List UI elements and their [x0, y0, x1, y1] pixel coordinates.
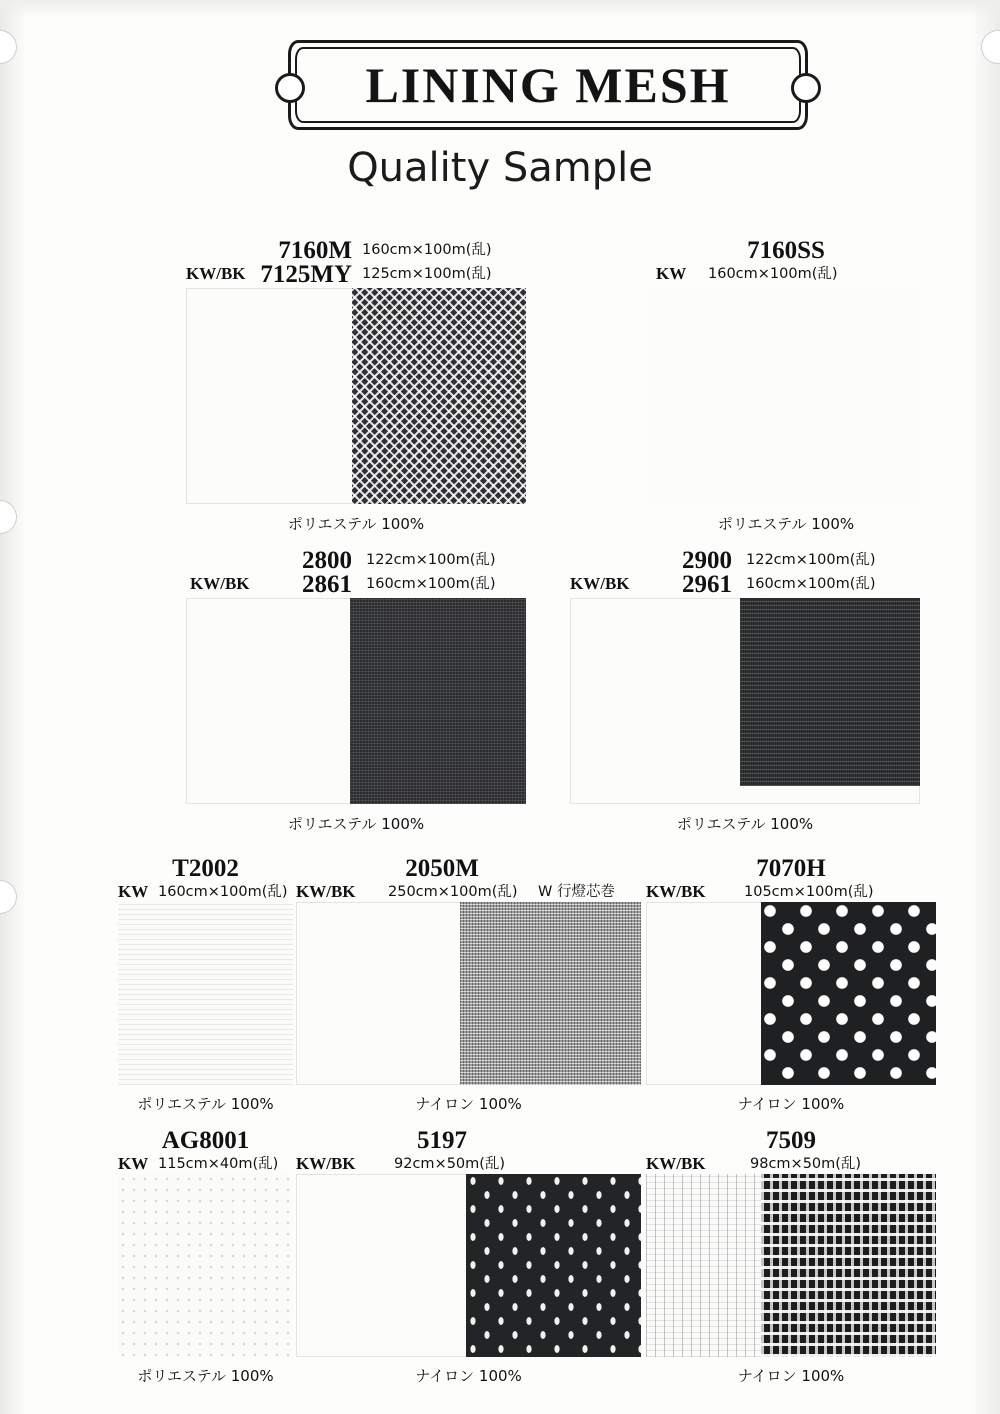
- swatch-code-1: 5197: [417, 1127, 467, 1154]
- fabric-texture-white-plain: [650, 288, 922, 504]
- swatch-code-1: AG8001: [161, 1127, 250, 1154]
- swatch-AG8001: [118, 1128, 293, 1386]
- fabric-sample: [118, 1174, 293, 1357]
- swatch-spec-1: 122cm×100m(乱): [366, 552, 496, 568]
- swatch-T2002: [118, 856, 293, 1114]
- swatch-spec-2: 160cm×100m(乱): [366, 576, 496, 592]
- swatch-material: ポリエステル 100%: [137, 1367, 274, 1385]
- swatch-header: [296, 1128, 641, 1174]
- swatch-note: W 行燈芯巻: [538, 884, 615, 900]
- fabric-texture-plain-dark: [350, 598, 526, 804]
- swatch-code-2: 7125MY: [260, 261, 352, 288]
- swatch-2050M: [296, 856, 641, 1114]
- swatch-material: ポリエステル 100%: [717, 515, 855, 533]
- swatch-kw-label: KW/BK: [570, 574, 630, 593]
- swatch-7070H: [646, 856, 936, 1114]
- swatch-kw-label: KW/BK: [296, 882, 356, 901]
- swatch-kw-label: KW/BK: [190, 574, 250, 593]
- banner-notch-left: [288, 40, 314, 130]
- swatch-7160SS: [650, 236, 922, 534]
- swatch-spec-1: 122cm×100m(乱): [746, 552, 876, 568]
- fabric-texture-tricot-dark: [740, 598, 920, 786]
- swatch-kw-label: KW/BK: [296, 1154, 356, 1173]
- swatch-code-1: 7160SS: [747, 237, 825, 264]
- swatch-code-1: 2050M: [405, 855, 479, 882]
- fabric-texture-grey-weave: [460, 902, 641, 1085]
- swatch-kw-label: KW/BK: [646, 1154, 706, 1173]
- swatch-7509: [646, 1128, 936, 1386]
- swatch-kw-label: KW: [656, 264, 687, 283]
- fabric-sample: [296, 902, 641, 1085]
- swatch-spec-2: 160cm×100m(乱): [746, 576, 876, 592]
- fabric-sample: [186, 598, 526, 804]
- swatch-code-1: 7509: [766, 1127, 816, 1154]
- swatch-material: ナイロン 100%: [415, 1095, 522, 1113]
- banner-notch-right: [782, 40, 808, 130]
- fabric-sample: [118, 902, 293, 1085]
- punch-hole: [0, 880, 17, 914]
- punch-hole: [981, 30, 1000, 64]
- swatch-header: [646, 856, 936, 902]
- swatch-kw-label: KW: [118, 1154, 149, 1173]
- swatch-kw-label: KW: [118, 882, 149, 901]
- fabric-texture-diamond-mesh-black: [352, 288, 526, 504]
- swatch-material: ナイロン 100%: [737, 1367, 845, 1385]
- swatch-header: [118, 856, 293, 902]
- fabric-texture-big-mesh-black: [761, 902, 936, 1085]
- swatch-header: [646, 1128, 936, 1174]
- punch-hole: [0, 500, 17, 534]
- fabric-sample: [186, 288, 526, 504]
- swatch-7160M-7125MY: [186, 236, 526, 534]
- swatch-spec-1: 115cm×40m(乱): [158, 1156, 279, 1172]
- swatch-spec-1: 160cm×100m(乱): [708, 266, 838, 282]
- swatch-kw-label: KW/BK: [646, 882, 706, 901]
- banner-inner-border: [295, 47, 801, 123]
- swatch-header: [650, 236, 922, 288]
- page-edge-shadow-right: [970, 0, 1000, 1414]
- swatch-code-2: 2861: [302, 571, 352, 598]
- swatch-spec-1: 92cm×50m(乱): [394, 1156, 506, 1172]
- swatch-material: ナイロン 100%: [737, 1095, 845, 1113]
- page-title: LINING MESH: [365, 57, 731, 113]
- page-edge-shadow-top: [0, 0, 1000, 18]
- swatch-5197: [296, 1128, 641, 1386]
- swatch-spec-2: 125cm×100m(乱): [362, 266, 492, 282]
- swatch-spec-1: 98cm×50m(乱): [750, 1156, 862, 1172]
- swatch-spec-1: 105cm×100m(乱): [744, 884, 874, 900]
- fabric-texture-white-dotted: [118, 1174, 293, 1357]
- swatch-header: [118, 1128, 293, 1174]
- swatch-header: [570, 546, 920, 598]
- punch-hole: [0, 30, 17, 64]
- fabric-sample: [296, 1174, 641, 1357]
- swatch-code-1: 2900: [682, 547, 732, 574]
- page-subtitle: Quality Sample: [347, 145, 653, 191]
- swatch-material: ポリエステル 100%: [137, 1095, 274, 1113]
- swatch-material: ポリエステル 100%: [287, 815, 425, 833]
- fabric-sample: [650, 288, 922, 504]
- swatch-2900-2961: [570, 546, 920, 834]
- swatch-spec-1: 250cm×100m(乱): [388, 884, 518, 900]
- page-edge-shadow-left: [0, 0, 26, 1414]
- swatch-code-1: T2002: [172, 855, 239, 882]
- swatch-code-2: 2961: [682, 571, 732, 598]
- swatch-header: [186, 546, 526, 598]
- fabric-sample: [646, 1174, 936, 1357]
- swatch-kw-label: KW/BK: [186, 264, 246, 283]
- swatch-code-1: 2800: [302, 547, 352, 574]
- swatch-header: [186, 236, 526, 288]
- fabric-sample: [646, 902, 936, 1085]
- swatch-material: ポリエステル 100%: [287, 515, 425, 533]
- swatch-material: ポリエステル 100%: [676, 815, 814, 833]
- swatch-code-1: 7070H: [756, 855, 826, 882]
- swatch-code-1: 7160M: [278, 237, 352, 264]
- fabric-texture-white-faint: [118, 902, 293, 1085]
- fabric-texture-coarse-net-black: [761, 1174, 936, 1357]
- fabric-sample: [570, 598, 920, 804]
- swatch-header: [296, 856, 641, 902]
- title-banner: [288, 40, 808, 130]
- swatch-spec-1: 160cm×100m(乱): [362, 242, 492, 258]
- swatch-2800-2861: [186, 546, 526, 834]
- swatch-spec-1: 160cm×100m(乱): [158, 884, 288, 900]
- swatch-material: ナイロン 100%: [415, 1367, 522, 1385]
- fabric-texture-small-mesh-black: [466, 1174, 641, 1357]
